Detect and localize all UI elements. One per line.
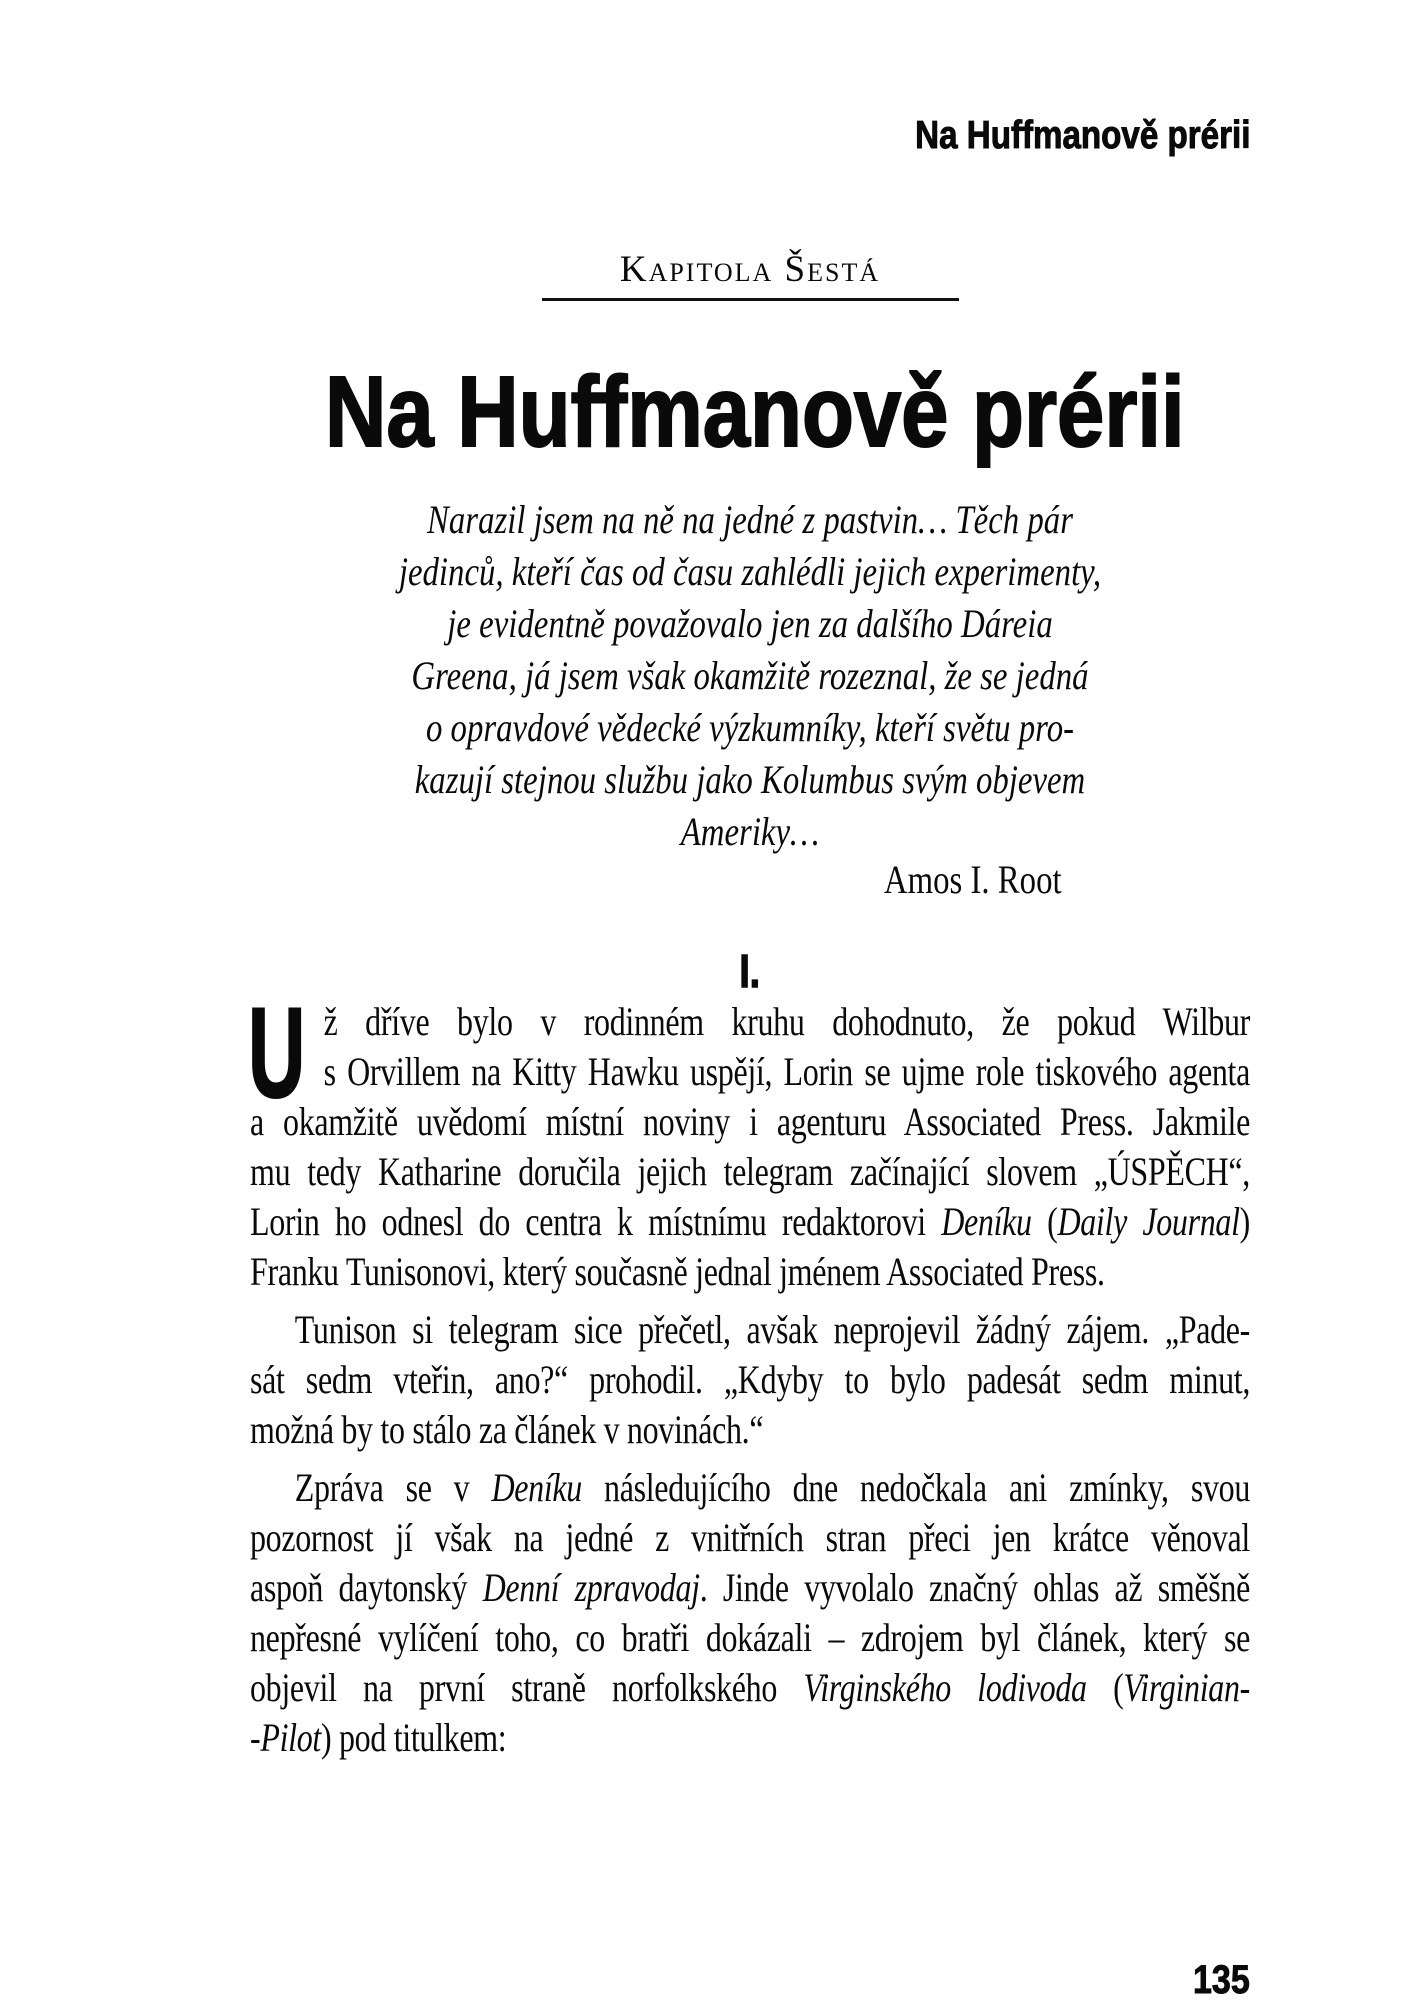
body-line <box>250 1197 1250 1247</box>
running-header: Na Huffmanově prérii <box>914 114 1250 157</box>
epigraph-line: Ameriky… <box>680 809 820 854</box>
page-number: 135 <box>1193 1958 1250 2000</box>
italic-run: Virginského lodivoda <box>803 1665 1087 1710</box>
text-run: ( <box>1086 1665 1124 1710</box>
text-run: objevil na první straně norfolkského <box>250 1665 804 1710</box>
italic-run: Deníku <box>941 1199 1032 1244</box>
text-run: Lorin ho odnesl do centra k místnímu redaktorovi <box>250 1199 942 1244</box>
text-run: a okamžitě uvědomí místní noviny i agenturu Associated Press. Jakmile <box>250 1099 1250 1144</box>
text-run: mu tedy Katharine doručila jejich telegram začínající slovem „ÚSPĚCH“, <box>250 1149 1250 1194</box>
text-run: ) <box>1239 1199 1250 1244</box>
body-line <box>250 1463 1250 1513</box>
epigraph-line: kazují stejnou službu jako Kolumbus svým objevem <box>414 757 1086 802</box>
text-run: následujícího dne nedočkala ani zmínky, svou <box>581 1465 1250 1510</box>
text-run: . Jinde vyvolalo značný ohlas až směšně <box>699 1565 1250 1610</box>
body-line <box>250 1097 1250 1147</box>
drop-cap: U <box>248 982 306 1125</box>
section-numeral-text: I. <box>739 945 761 997</box>
paragraph <box>248 982 1251 1297</box>
body-line <box>250 1355 1250 1405</box>
paragraph <box>250 1305 1250 1455</box>
body-line <box>250 997 1250 1047</box>
body-line <box>250 1713 1250 1763</box>
italic-run: Virginian- <box>1123 1665 1250 1710</box>
chapter-heading <box>250 248 1250 301</box>
text-run: Tunison si telegram sice přečetl, avšak neprojevil žádný zájem. „Pade- <box>294 1307 1250 1352</box>
body-line <box>250 1513 1250 1563</box>
italic-run: -Pilot <box>250 1715 321 1760</box>
text-run: možná by to stálo za článek v novinách.“ <box>250 1407 764 1452</box>
epigraph-line: jedinců, kteří čas od času zahlédli jejich experimenty, <box>398 549 1102 594</box>
paragraph <box>250 1463 1250 1763</box>
epigraph-lines <box>250 494 1250 858</box>
body-text <box>248 982 1251 1763</box>
text-run: pozornost jí však na jedné z vnitřních stran přeci jen krátce věnoval <box>250 1515 1250 1560</box>
text-run: ) pod titulkem: <box>320 1715 507 1760</box>
text-run: aspoň daytonský <box>250 1565 483 1610</box>
text-run: s Orvillem na Kitty Hawku uspějí, Lorin se ujme role tiskového agenta <box>323 1049 1251 1094</box>
body-line <box>250 1147 1250 1197</box>
body-line <box>250 1663 1250 1713</box>
epigraph-line: Narazil jsem na ně na jedné z pastvin… Těch pár <box>427 497 1073 542</box>
text-run: ( <box>1031 1199 1058 1244</box>
chapter-title: Na Huffmanově prérii <box>325 356 1185 468</box>
epigraph-line: je evidentně považovalo jen za dalšího Dáreia <box>447 601 1053 646</box>
body-line <box>250 1305 1250 1355</box>
chapter-rule <box>542 298 959 301</box>
body-line <box>250 1247 1250 1297</box>
body-line <box>250 1563 1250 1613</box>
epigraph <box>250 494 1250 906</box>
chapter-number-label: Kapitola Šestá <box>619 249 881 290</box>
epigraph-attribution: Amos I. Root <box>883 857 1062 902</box>
text-run: Franku Tunisonovi, který současně jednal jménem Associated Press. <box>250 1249 1105 1294</box>
body-line <box>250 1047 1250 1097</box>
italic-run: Deníku <box>491 1465 582 1510</box>
italic-run: Daily Journal <box>1057 1199 1240 1244</box>
text-run: sát sedm vteřin, ano?“ prohodil. „Kdyby to bylo padesát sedm minut, <box>250 1357 1250 1402</box>
italic-run: Denní zpravodaj <box>482 1565 700 1610</box>
epigraph-line: o opravdové vědecké výzkumníky, kteří světu pro- <box>425 705 1075 750</box>
text-run: ž dříve bylo v rodinném kruhu dohodnuto, že pokud Wilbur <box>323 999 1251 1044</box>
epigraph-line: Greena, já jsem však okamžitě rozeznal, že se jedná <box>411 653 1089 698</box>
body-line <box>250 1613 1250 1663</box>
text-run: nepřesné vylíčení toho, co bratři dokázali – zdrojem byl článek, který se <box>250 1615 1250 1660</box>
body-line <box>250 1405 1250 1455</box>
text-run: Zpráva se v <box>294 1465 492 1510</box>
text-column <box>250 0 1250 2000</box>
